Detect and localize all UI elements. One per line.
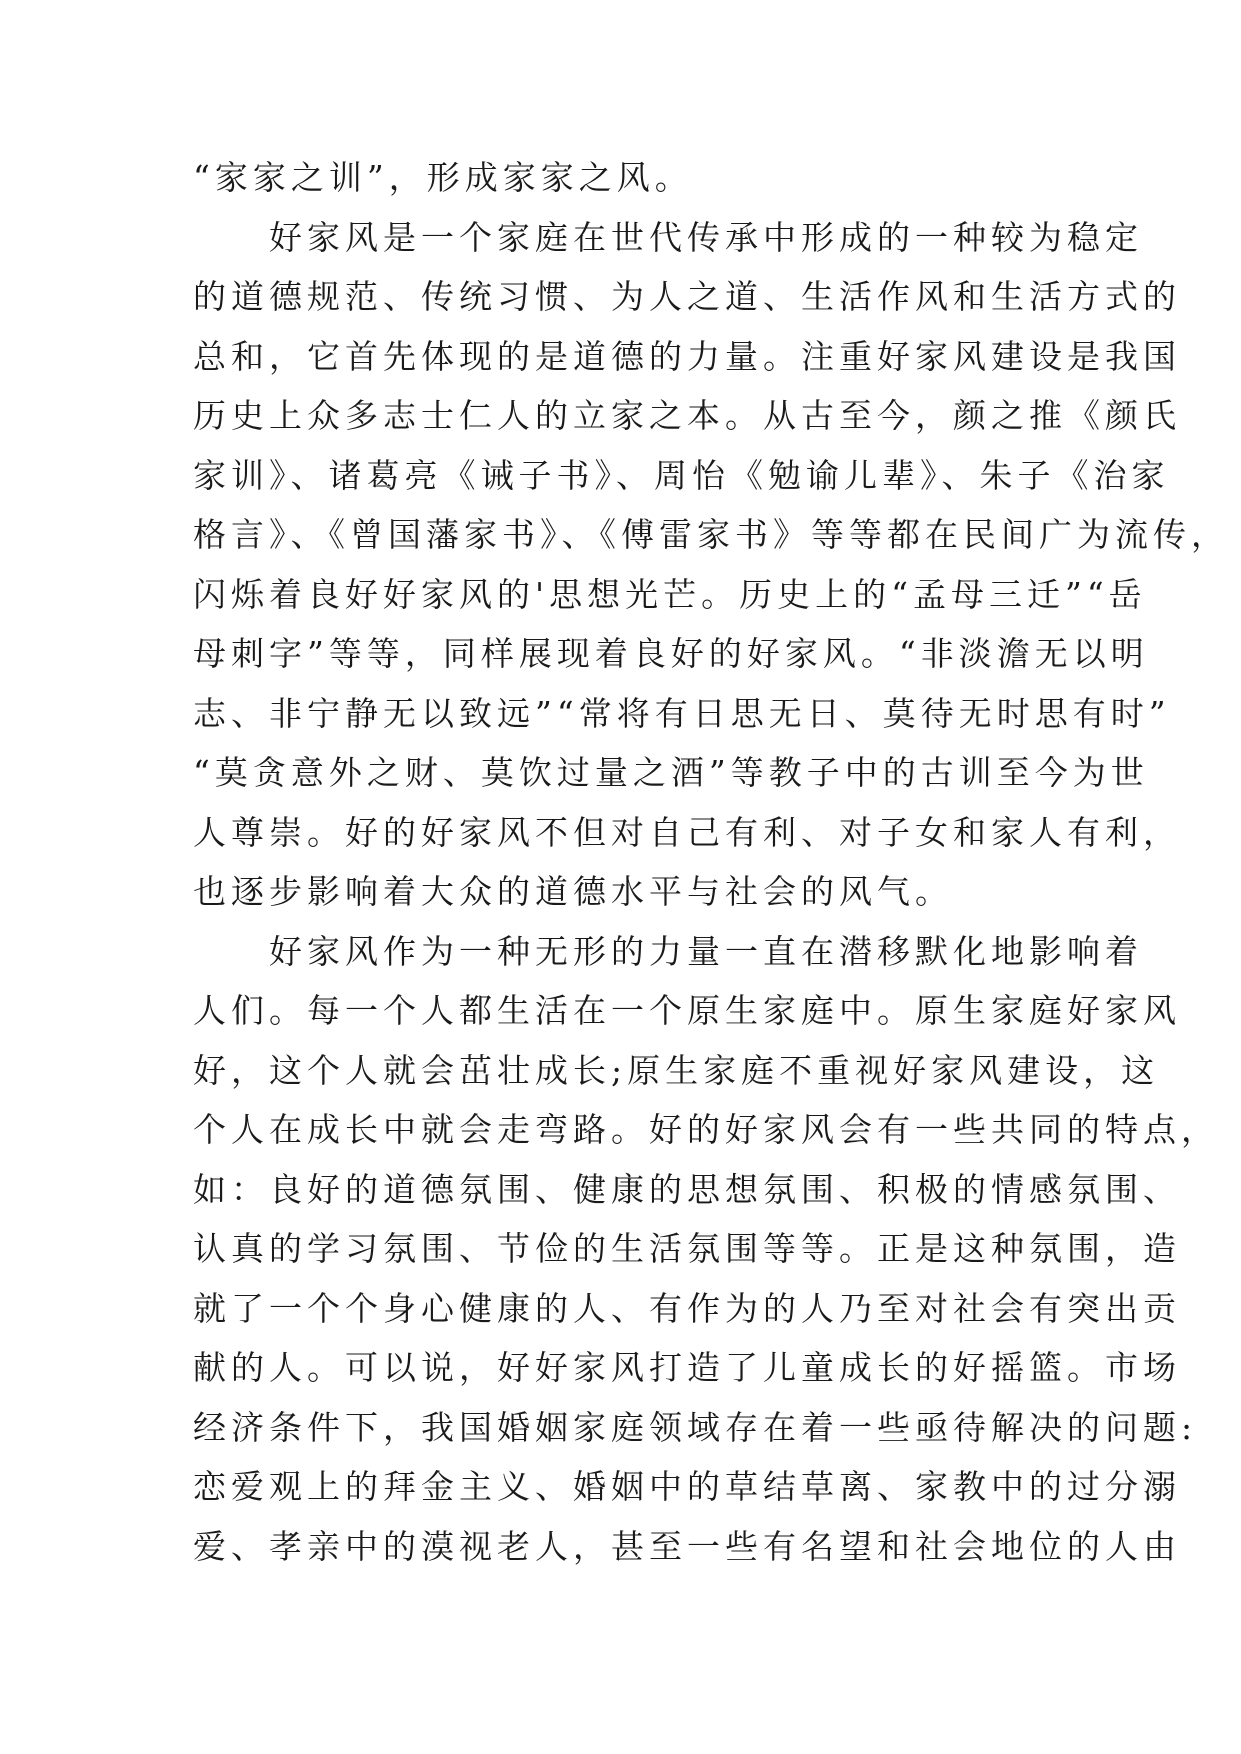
text-line: 个人在成长中就会走弯路。好的好家风会有一些共同的特点， bbox=[193, 1110, 1219, 1149]
text-line: 经济条件下，我国婚姻家庭领域存在着一些亟待解决的问题: bbox=[193, 1407, 1198, 1447]
text-line: 志、非宁静无以致远”“常将有日思无日、莫待无时思有时” bbox=[193, 693, 1171, 733]
text-line: 格言》、《曾国藩家书》、《傅雷家书》等等都在民间广为流传， bbox=[193, 515, 1229, 554]
text-line: 恋爱观上的拜金主义、婚姻中的草结草离、家教中的过分溺 bbox=[193, 1467, 1181, 1506]
text-line: 好家风是一个家庭在世代传承中形成的一种较为稳定 bbox=[193, 217, 1143, 257]
text-line: 如：良好的道德氛围、健康的思想氛围、积极的情感氛围、 bbox=[193, 1169, 1181, 1209]
text-line: 好，这个人就会茁壮成长;原生家庭不重视好家风建设，这 bbox=[193, 1050, 1160, 1090]
text-line: 历史上众多志士仁人的立家之本。从古至今，颜之推《颜氏 bbox=[193, 396, 1181, 435]
text-line: 爱、孝亲中的漠视老人，甚至一些有名望和社会地位的人由 bbox=[193, 1526, 1181, 1566]
text-line: 人尊崇。好的好家风不但对自己有利、对子女和家人有利， bbox=[193, 812, 1181, 852]
text-line: 家训》、诸葛亮《诫子书》、周怡《勉谕儿辈》、朱子《治家 bbox=[193, 455, 1170, 495]
text-line: 总和，它首先体现的是道德的力量。注重好家风建设是我国 bbox=[193, 336, 1181, 376]
body-text bbox=[193, 148, 1229, 1576]
text-line: 好家风作为一种无形的力量一直在潜移默化地影响着 bbox=[193, 931, 1143, 971]
text-line: 献的人。可以说，好好家风打造了儿童成长的好摇篮。市场 bbox=[193, 1348, 1181, 1387]
text-line: 人们。每一个人都生活在一个原生家庭中。原生家庭好家风 bbox=[193, 991, 1181, 1030]
text-line: 就了一个个身心健康的人、有作为的人乃至对社会有突出贡 bbox=[193, 1288, 1181, 1328]
text-line: “莫贪意外之财、莫饮过量之酒”等教子中的古训至今为世 bbox=[193, 753, 1149, 792]
text-line: 闪烁着良好好家风的'思想光芒。历史上的“孟母三迁”“岳 bbox=[193, 574, 1147, 614]
text-line: 也逐步影响着大众的道德水平与社会的风气。 bbox=[193, 872, 953, 911]
text-line: “家家之训”，形成家家之风。 bbox=[193, 158, 693, 197]
text-line: 母刺字”等等，同样展现着良好的好家风。“非淡澹无以明 bbox=[193, 634, 1149, 673]
text-line: 的道德规范、传统习惯、为人之道、生活作风和生活方式的 bbox=[193, 277, 1181, 316]
text-line: 认真的学习氛围、节俭的生活氛围等等。正是这种氛围，造 bbox=[193, 1229, 1181, 1268]
